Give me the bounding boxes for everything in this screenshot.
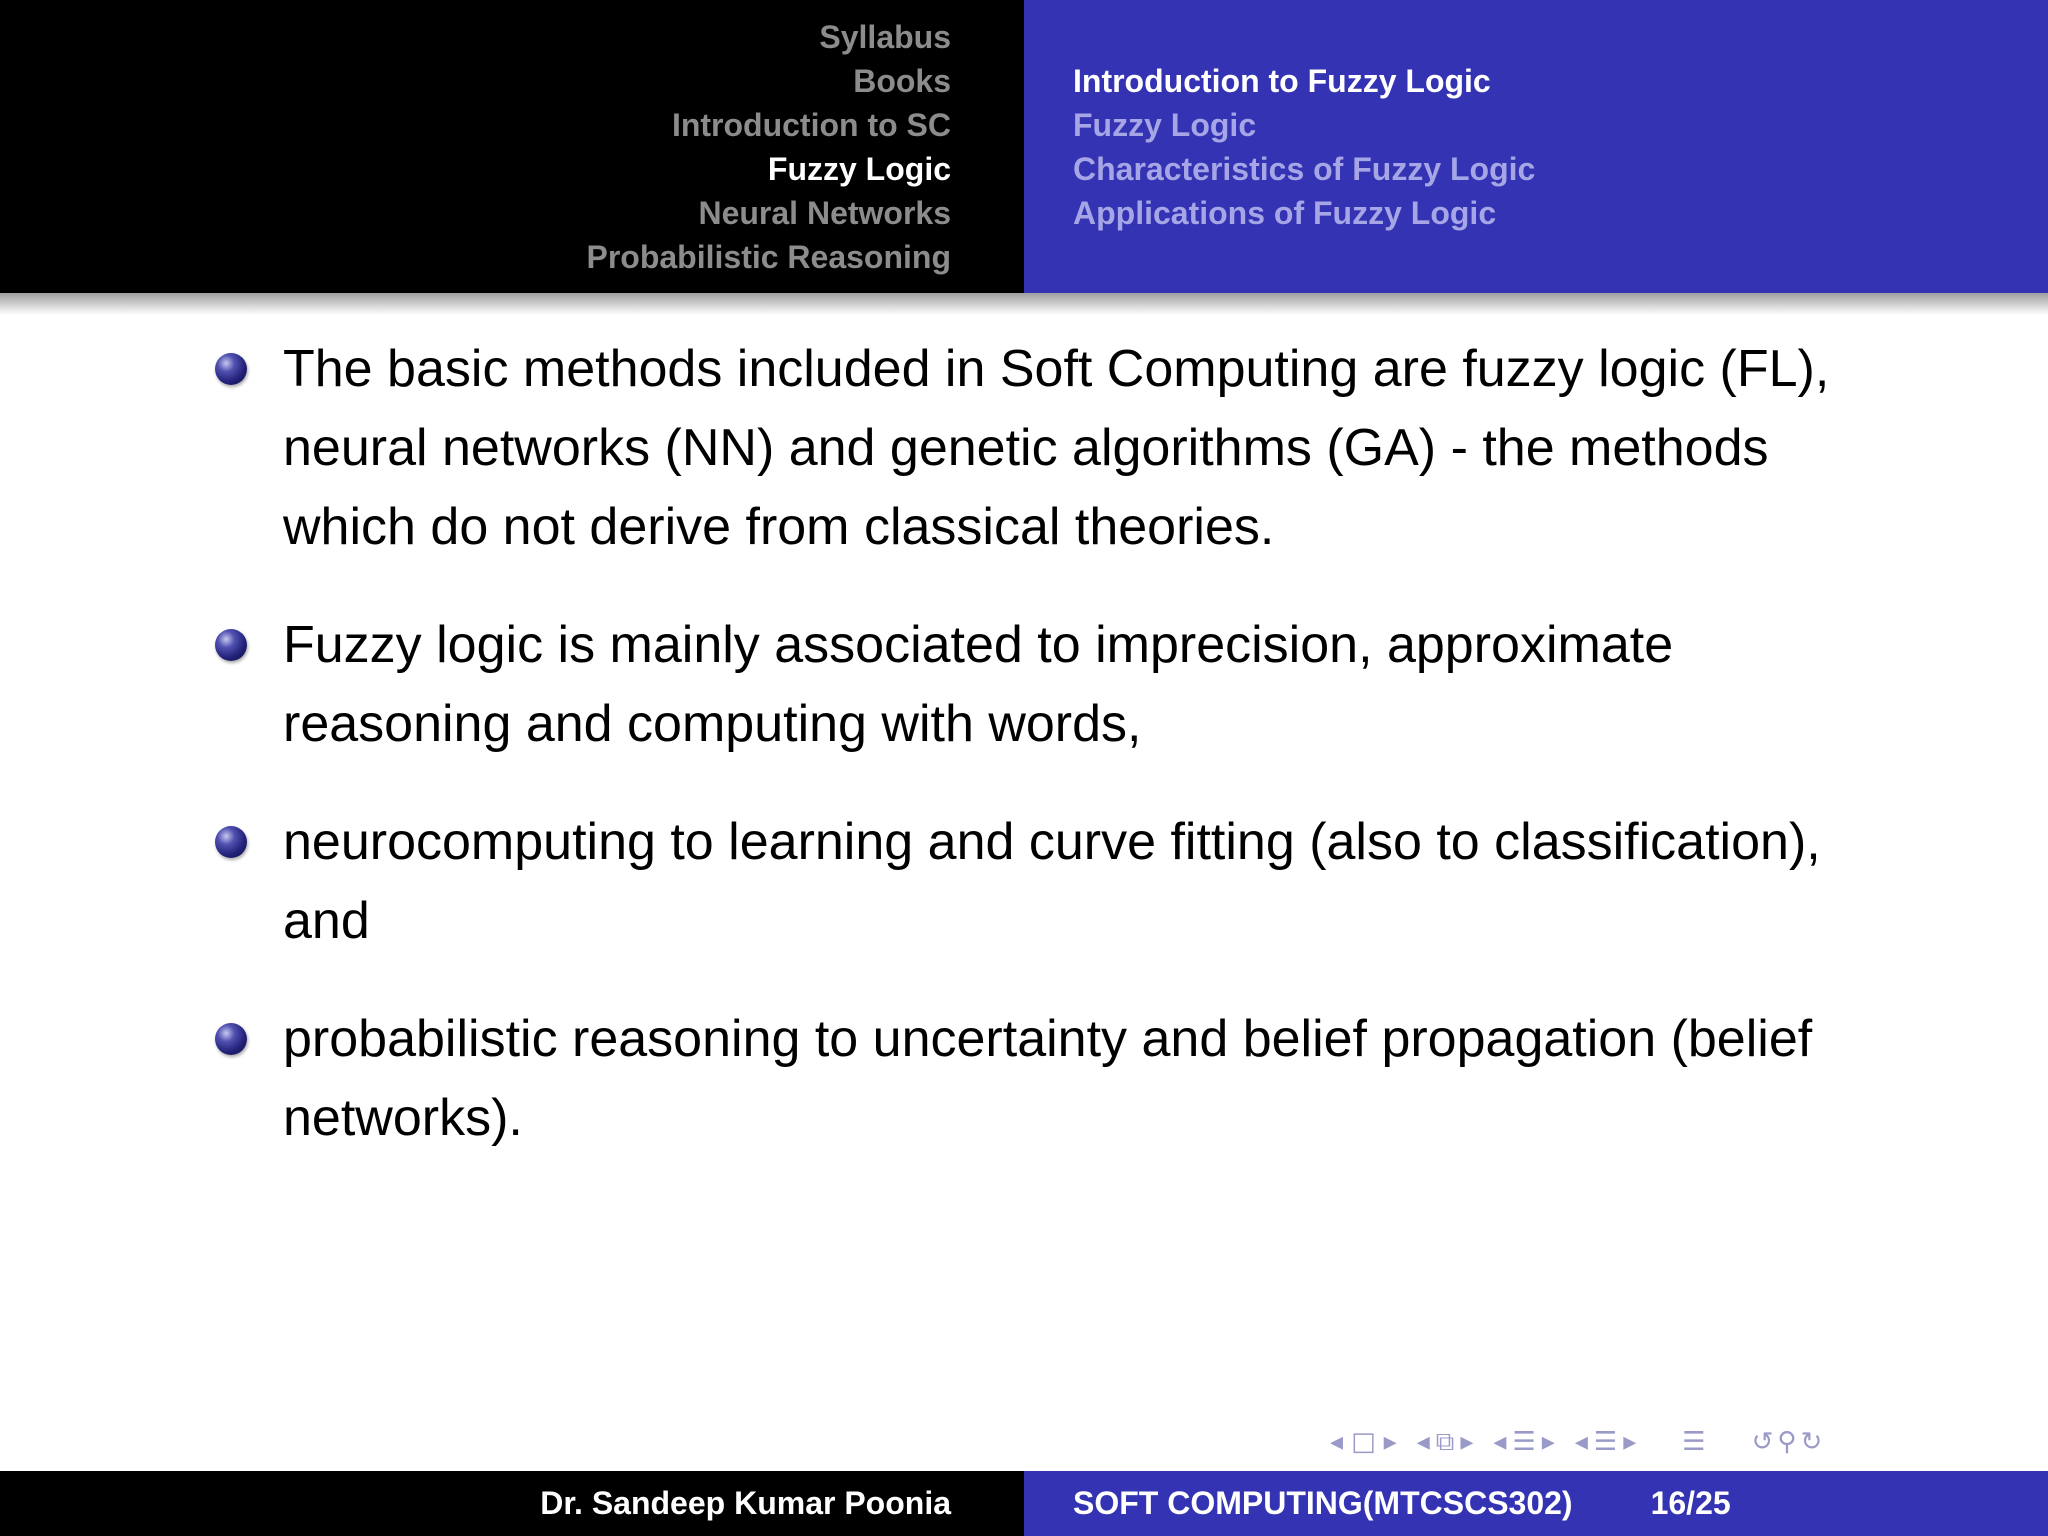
bullet-text: Fuzzy logic is mainly associated to imprecision, approximate reasoning and computing with words, xyxy=(283,616,1674,753)
subsection-icon[interactable]: ⧉ xyxy=(1435,1426,1455,1457)
subsection-item-fuzzy-logic[interactable]: Fuzzy Logic xyxy=(1073,107,1257,143)
slide-next-icon[interactable]: ▸ xyxy=(1623,1427,1637,1457)
section-navigation xyxy=(0,0,1024,293)
list-item xyxy=(215,606,1855,764)
list-item xyxy=(215,803,1855,961)
page-number: 16/25 xyxy=(1650,1485,1731,1521)
forward-icon[interactable]: ↻ xyxy=(1800,1427,1823,1457)
header-shadow xyxy=(0,293,2048,315)
slide-content xyxy=(215,330,1855,1197)
header-bar xyxy=(0,0,2048,293)
section-item-neural-networks[interactable]: Neural Networks xyxy=(698,195,951,231)
section-item-syllabus[interactable]: Syllabus xyxy=(819,19,951,55)
section-icon[interactable]: ☰ xyxy=(1512,1427,1536,1457)
footer-author: Dr. Sandeep Kumar Poonia xyxy=(540,1485,951,1521)
bullet-text: probabilistic reasoning to uncertainty and belief propagation (belief networks). xyxy=(283,1010,1813,1147)
back-icon[interactable]: ↺ xyxy=(1751,1427,1774,1457)
section-item-intro-sc[interactable]: Introduction to SC xyxy=(671,107,951,143)
footer-author-panel xyxy=(0,1471,1024,1536)
frame-prev-icon[interactable]: ◂ xyxy=(1330,1427,1344,1457)
subsection-item-intro-fuzzy[interactable]: Introduction to Fuzzy Logic xyxy=(1073,63,1491,99)
frame-next-icon[interactable]: ▸ xyxy=(1383,1427,1397,1457)
section-item-probabilistic-reasoning[interactable]: Probabilistic Reasoning xyxy=(586,239,951,275)
section-next-icon[interactable]: ▸ xyxy=(1541,1427,1555,1457)
section-prev-icon[interactable]: ◂ xyxy=(1493,1427,1507,1457)
bullet-text: neurocomputing to learning and curve fitting (also to classification), and xyxy=(283,813,1821,950)
bullet-text: The basic methods included in Soft Computing are fuzzy logic (FL), neural networks (NN) and genetic algorithms (GA) - the methods which do not derive from classical theories. xyxy=(283,340,1830,556)
list-item xyxy=(215,1000,1855,1158)
footer-bar xyxy=(0,1471,2048,1536)
subsection-next-icon[interactable]: ▸ xyxy=(1460,1427,1474,1457)
sphere-bullet-icon xyxy=(215,353,247,385)
subsection-navigation xyxy=(1024,0,2048,293)
search-icon[interactable]: ⚲ xyxy=(1777,1427,1797,1457)
subsection-item-applications[interactable]: Applications of Fuzzy Logic xyxy=(1073,195,1497,231)
frame-icon[interactable]: □ xyxy=(1351,1427,1376,1457)
navigation-symbols xyxy=(1330,1422,2040,1462)
section-item-books[interactable]: Books xyxy=(853,63,951,99)
section-item-fuzzy-logic[interactable]: Fuzzy Logic xyxy=(767,151,951,187)
sphere-bullet-icon xyxy=(215,826,247,858)
footer-course-panel xyxy=(1024,1471,2048,1536)
sphere-bullet-icon xyxy=(215,1023,247,1055)
slide-prev-icon[interactable]: ◂ xyxy=(1574,1427,1588,1457)
toc-icon[interactable]: ☰ xyxy=(1682,1427,1706,1457)
subsection-item-characteristics[interactable]: Characteristics of Fuzzy Logic xyxy=(1073,151,1536,187)
list-item xyxy=(215,330,1855,567)
footer-course: SOFT COMPUTING(MTCSCS302) xyxy=(1073,1485,1573,1521)
slide-icon[interactable]: ☰ xyxy=(1593,1427,1618,1457)
subsection-prev-icon[interactable]: ◂ xyxy=(1416,1427,1430,1457)
sphere-bullet-icon xyxy=(215,629,247,661)
